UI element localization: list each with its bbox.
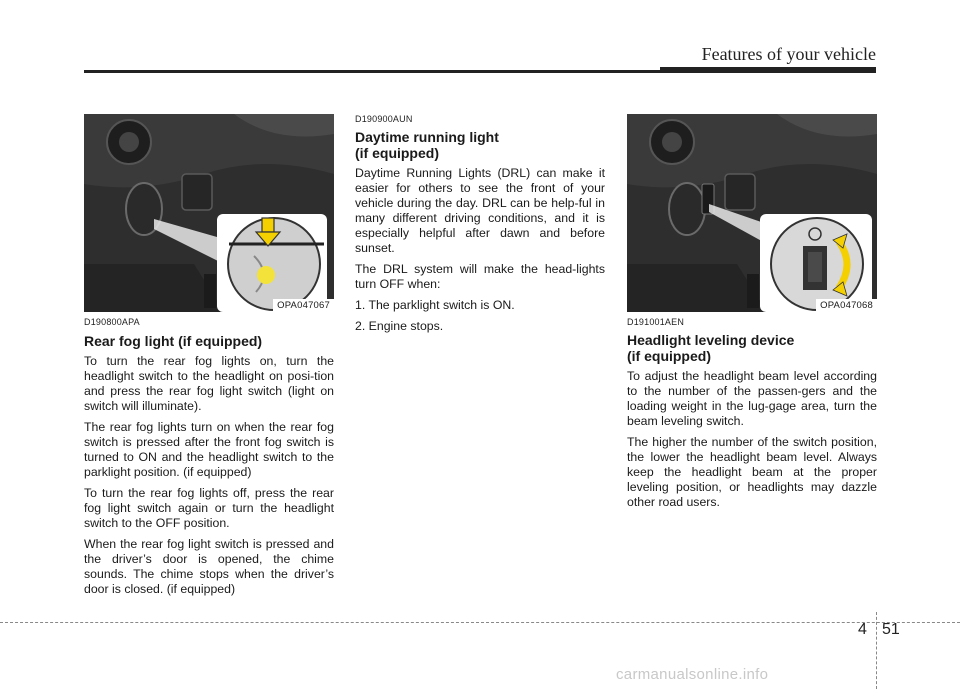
section-code-rear-fog: D190800APA [84,317,140,327]
rear-fog-paragraph: To turn the rear fog lights on, turn the headlight switch to the headlight on posi-tion and press the rear fog light switch (light on switch will illuminate). [84,354,334,413]
chapter-number: 4 [858,621,867,638]
heading-drl-line1: Daytime running light [355,129,499,145]
drl-body [355,166,605,340]
drl-list-item: 2. Engine stops. [355,319,444,333]
rear-fog-paragraph: To turn the rear fog lights off, press the rear fog light switch again or turn the headlight switch to the OFF position. [84,486,334,530]
figure-label-left: OPA047067 [273,299,334,312]
section-code-drl: D190900AUN [355,114,413,124]
rear-fog-paragraph: The rear fog lights turn on when the rear fog switch is pressed after the front fog switch is turned to ON and the headlight switch to the parklight position. (if equipped) [84,420,334,479]
leveling-paragraph: The higher the number of the switch position, the lower the headlight beam level. Always keep the headlight beam at the proper leveling position, or headlights may dazzle other road users. [627,435,877,509]
heading-leveling-line1: Headlight leveling device [627,332,795,348]
leveling-body [627,369,877,516]
section-code-leveling: D191001AEN [627,317,685,327]
drl-paragraph: Daytime Running Lights (DRL) can make it easier for others to see the front of your vehicle during the day. DRL can be help-ful in many different driving conditions, and it is especially helpful after dawn and before sunset. [355,166,605,255]
drl-list-item: 1. The parklight switch is ON. [355,298,515,312]
page-number: 51 [882,621,900,638]
heading-drl [355,129,499,161]
headlight-leveling-switch-illustration [627,114,877,312]
page-header-title: Features of your vehicle [701,44,876,64]
footer-dashed-rule [0,622,960,623]
heading-leveling [627,332,794,364]
footer-dashed-divider [876,612,877,689]
figure-label-right: OPA047068 [816,299,877,312]
heading-rear-fog: Rear fog light (if equipped) [84,333,263,349]
drl-paragraph: The DRL system will make the head-lights turn OFF when: [355,262,605,291]
heading-leveling-line2: (if equipped) [627,348,711,364]
watermark: carmanualsonline.info [616,666,769,683]
rear-fog-paragraph: When the rear fog light switch is pressed and the driver’s door is opened, the chime sounds. The chime stops when the driver’s door is closed. (if equipped) [84,537,334,596]
header-rule [84,70,876,73]
leveling-paragraph: To adjust the headlight beam level according to the number of the passen-gers and the loading weight in the lug-gage area, turn the beam leveling switch. [627,369,877,428]
heading-drl-line2: (if equipped) [355,145,439,161]
rear-fog-switch-illustration [84,114,334,312]
rear-fog-body [84,354,334,603]
